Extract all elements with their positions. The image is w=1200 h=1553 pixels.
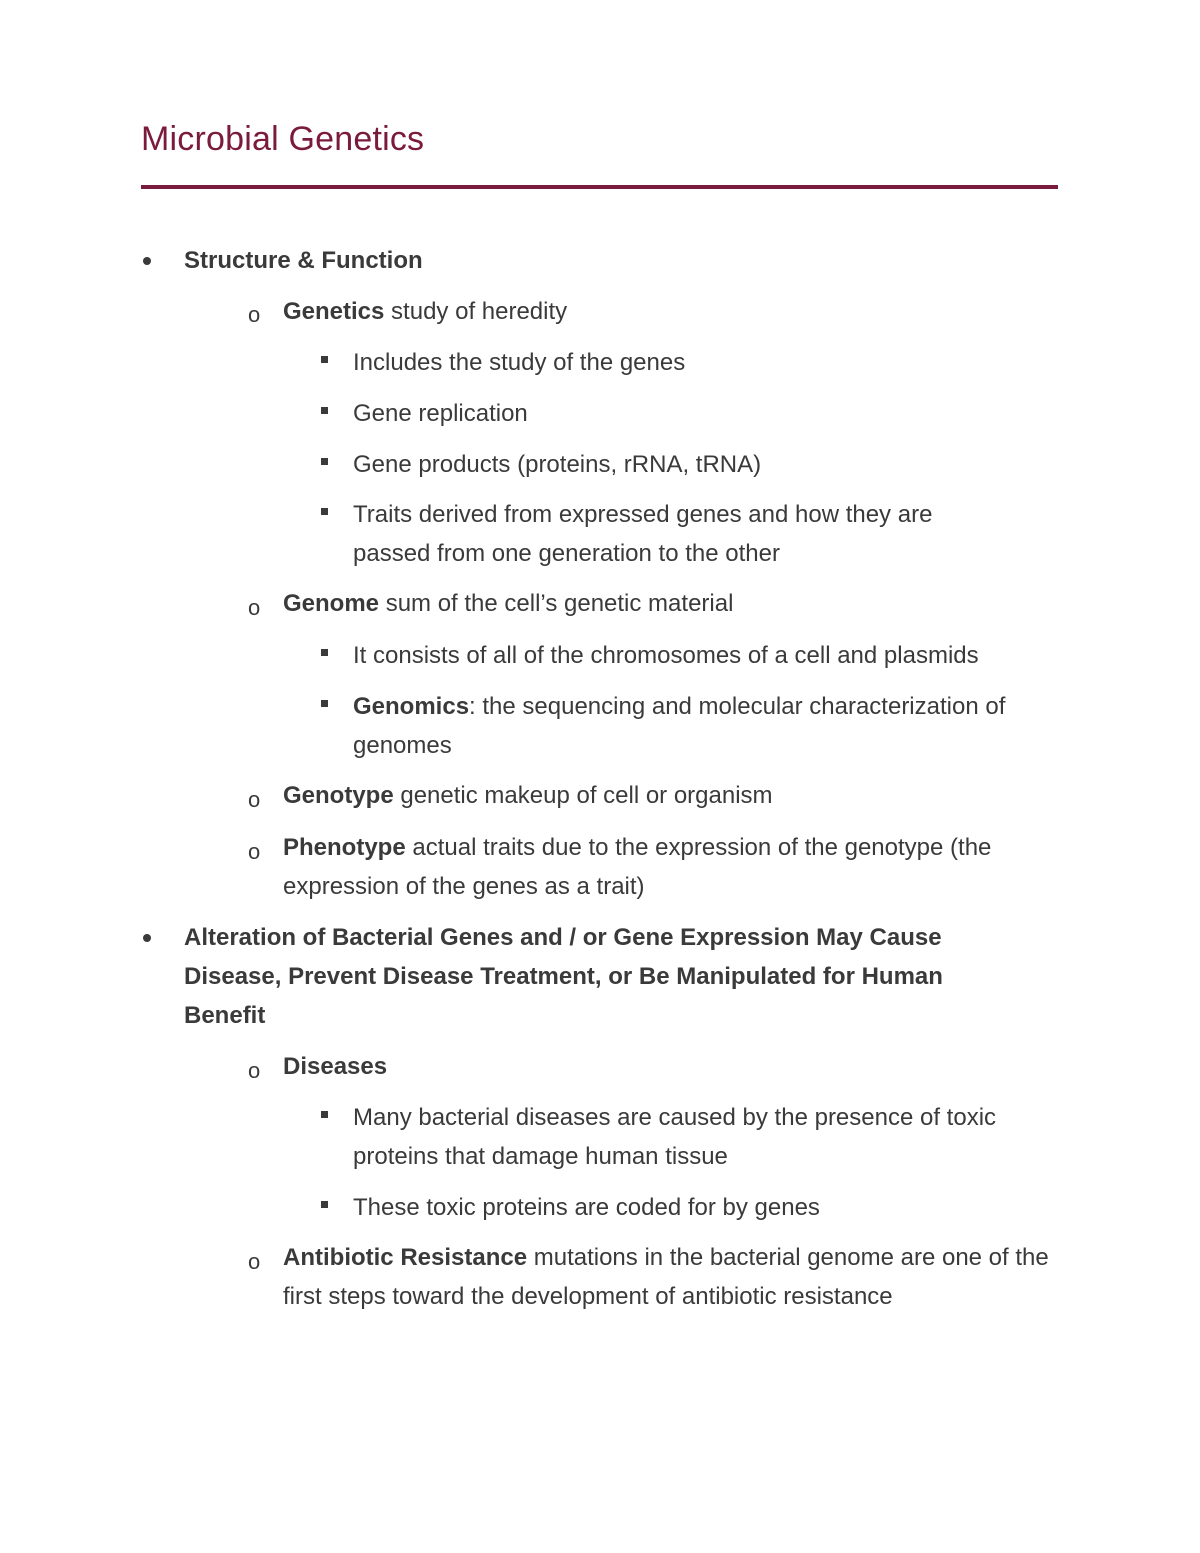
subitem: Traits derived from expressed genes and how they are passed from one generation to the other bbox=[353, 501, 933, 567]
item-genome: Genome sum of the cell’s genetic material bbox=[283, 590, 734, 617]
bullet-square bbox=[321, 407, 328, 414]
bullet-circle: o bbox=[248, 1249, 261, 1274]
bullet-square bbox=[321, 508, 328, 515]
subitem-genomics: Genomics: the sequencing and molecular characterization of genomes bbox=[353, 693, 1006, 759]
subitem: Includes the study of the genes bbox=[353, 349, 686, 376]
item-diseases: Diseases bbox=[283, 1053, 388, 1080]
bullet-circle: o bbox=[248, 302, 261, 327]
item-genetics: Genetics study of heredity bbox=[283, 298, 568, 325]
bullet-square bbox=[321, 356, 328, 363]
bullet-square bbox=[321, 700, 328, 707]
subitem: These toxic proteins are coded for by genes bbox=[353, 1194, 820, 1221]
bullet-square bbox=[321, 1111, 328, 1118]
item-antibiotic-resistance: Antibiotic Resistance mutations in the bacterial genome are one of the first steps toward the development of antibiotic resistance bbox=[283, 1244, 1049, 1310]
subitem: Gene products (proteins, rRNA, tRNA) bbox=[353, 451, 762, 478]
subitem: Many bacterial diseases are caused by the presence of toxic proteins that damage human tissue bbox=[353, 1104, 997, 1170]
section-heading-alteration: Alteration of Bacterial Genes and / or Gene Expression May Cause Disease, Prevent Disease Treatment, or Be Manipulated for Human Benefit bbox=[184, 924, 943, 1029]
bullet-circle: o bbox=[248, 787, 261, 812]
section-heading-structure-function: Structure & Function bbox=[184, 247, 423, 274]
bullet-square bbox=[321, 458, 328, 465]
bullet-circle: o bbox=[248, 1058, 261, 1083]
subitem: Gene replication bbox=[353, 400, 528, 427]
bullet-dot bbox=[143, 257, 151, 265]
item-phenotype: Phenotype actual traits due to the expression of the genotype (the expression of the genes as a trait) bbox=[283, 834, 992, 900]
subitem: It consists of all of the chromosomes of a cell and plasmids bbox=[353, 642, 979, 669]
bullet-square bbox=[321, 649, 328, 656]
bullet-dot bbox=[143, 934, 151, 942]
bullet-circle: o bbox=[248, 595, 261, 620]
item-genotype: Genotype genetic makeup of cell or organism bbox=[283, 782, 773, 809]
bullet-square bbox=[321, 1201, 328, 1208]
page-title: Microbial Genetics bbox=[141, 120, 425, 158]
title-underline bbox=[141, 185, 1058, 189]
bullet-circle: o bbox=[248, 839, 261, 864]
